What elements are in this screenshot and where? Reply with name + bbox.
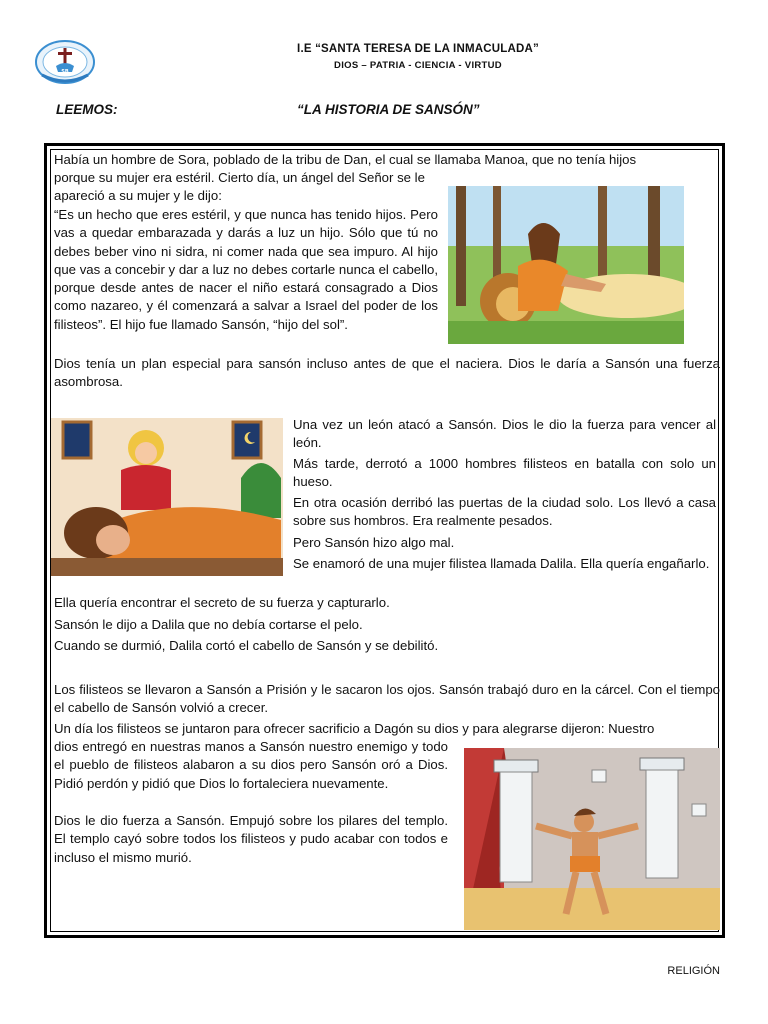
story-paragraph-13-line-1: Un día los filisteos se juntaron para ofrecer sacrificio a Dagón su dios y para alegrarse dijeron: Nuestro xyxy=(54,721,655,736)
section-label: LEEMOS: xyxy=(56,102,118,117)
story-paragraph-7: Pero Sansón hizo algo mal. xyxy=(293,535,455,550)
samson-temple-image xyxy=(464,748,720,930)
story-paragraph-14: Dios le dio fuerza a Sansón. Empujó sobre los pilares del templo. El templo cayó sobre todos los filisteos y pudo acabar con todos e incluso el mismo murió. xyxy=(54,813,448,865)
story-paragraph-9: Ella quería encontrar el secreto de su fuerza y capturarlo. xyxy=(54,595,390,610)
delilah-image xyxy=(51,418,283,576)
story-paragraph-1-line-1: Había un hombre de Sora, poblado de la tribu de Dan, el cual se llamaba Manoa, que no tenía hijos xyxy=(54,152,637,167)
story-paragraph-12: Los filisteos se llevaron a Sansón a Prisión y le sacaron los ojos. Sansón trabajó duro en la cárcel. Con el tiempo el cabello de Sansón volvió a crecer. xyxy=(54,682,720,716)
story-paragraph-4: Una vez un león atacó a Sansón. Dios le dio la fuerza para vencer al león. xyxy=(293,417,716,451)
samson-lion-image xyxy=(448,186,684,344)
story-paragraph-2: “Es un hecho que eres estéril, y que nunca has tenido hijos. Pero vas a quedar embarazada y darás a luz un hijo. Sólo que tú no debes beber vino ni sidra, ni comer nada que sea impuro. Al hijo que vas a concebir y dar a luz no debes cortarle nunca el cabello, porque desde antes de nacer el niño estará consagrado a Dios como nazareo, y él comenzará a salvar a Israel del poder de los filisteos”. El hijo fue llamado Sansón, “hijo del sol”. xyxy=(54,207,438,332)
svg-text:SB: SB xyxy=(61,69,69,75)
subject-footer: RELIGIÓN xyxy=(667,965,720,977)
story-paragraph-6: En otra ocasión derribó las puertas de la ciudad solo. Los llevó a casa sobre sus hombros. Era realmente pesados. xyxy=(293,495,716,529)
story-paragraph-8: Se enamoró de una mujer filistea llamada Dalila. Ella quería engañarlo. xyxy=(293,556,710,571)
story-paragraph-13: dios entregó en nuestras manos a Sansón nuestro enemigo y todo el pueblo de filisteos alabaron a su dios pero Sansón oró a Dios. Pidió perdón y pidió que Dios lo fortaleciera nuevamente. xyxy=(54,739,448,791)
story-paragraph-11: Cuando se durmió, Dalila cortó el cabello de Sansón y se debilitó. xyxy=(54,638,439,653)
story-paragraph-1: porque su mujer era estéril. Cierto día, un ángel del Señor se le apareció a su mujer y le dijo: xyxy=(54,170,425,204)
school-motto: DIOS – PATRIA - CIENCIA - VIRTUD xyxy=(334,60,502,71)
story-paragraph-10: Sansón le dijo a Dalila que no debía cortarse el pelo. xyxy=(54,617,363,632)
story-paragraph-5: Más tarde, derrotó a 1000 hombres filisteos en batalla con solo un hueso. xyxy=(293,456,716,490)
school-name: I.E “SANTA TERESA DE LA INMACULADA” xyxy=(297,43,539,55)
page-title: “LA HISTORIA DE SANSÓN” xyxy=(297,102,480,117)
story-paragraph-3: Dios tenía un plan especial para sansón incluso antes de que el naciera. Dios le daría a Sansón una fuerza asombrosa. xyxy=(54,356,720,390)
